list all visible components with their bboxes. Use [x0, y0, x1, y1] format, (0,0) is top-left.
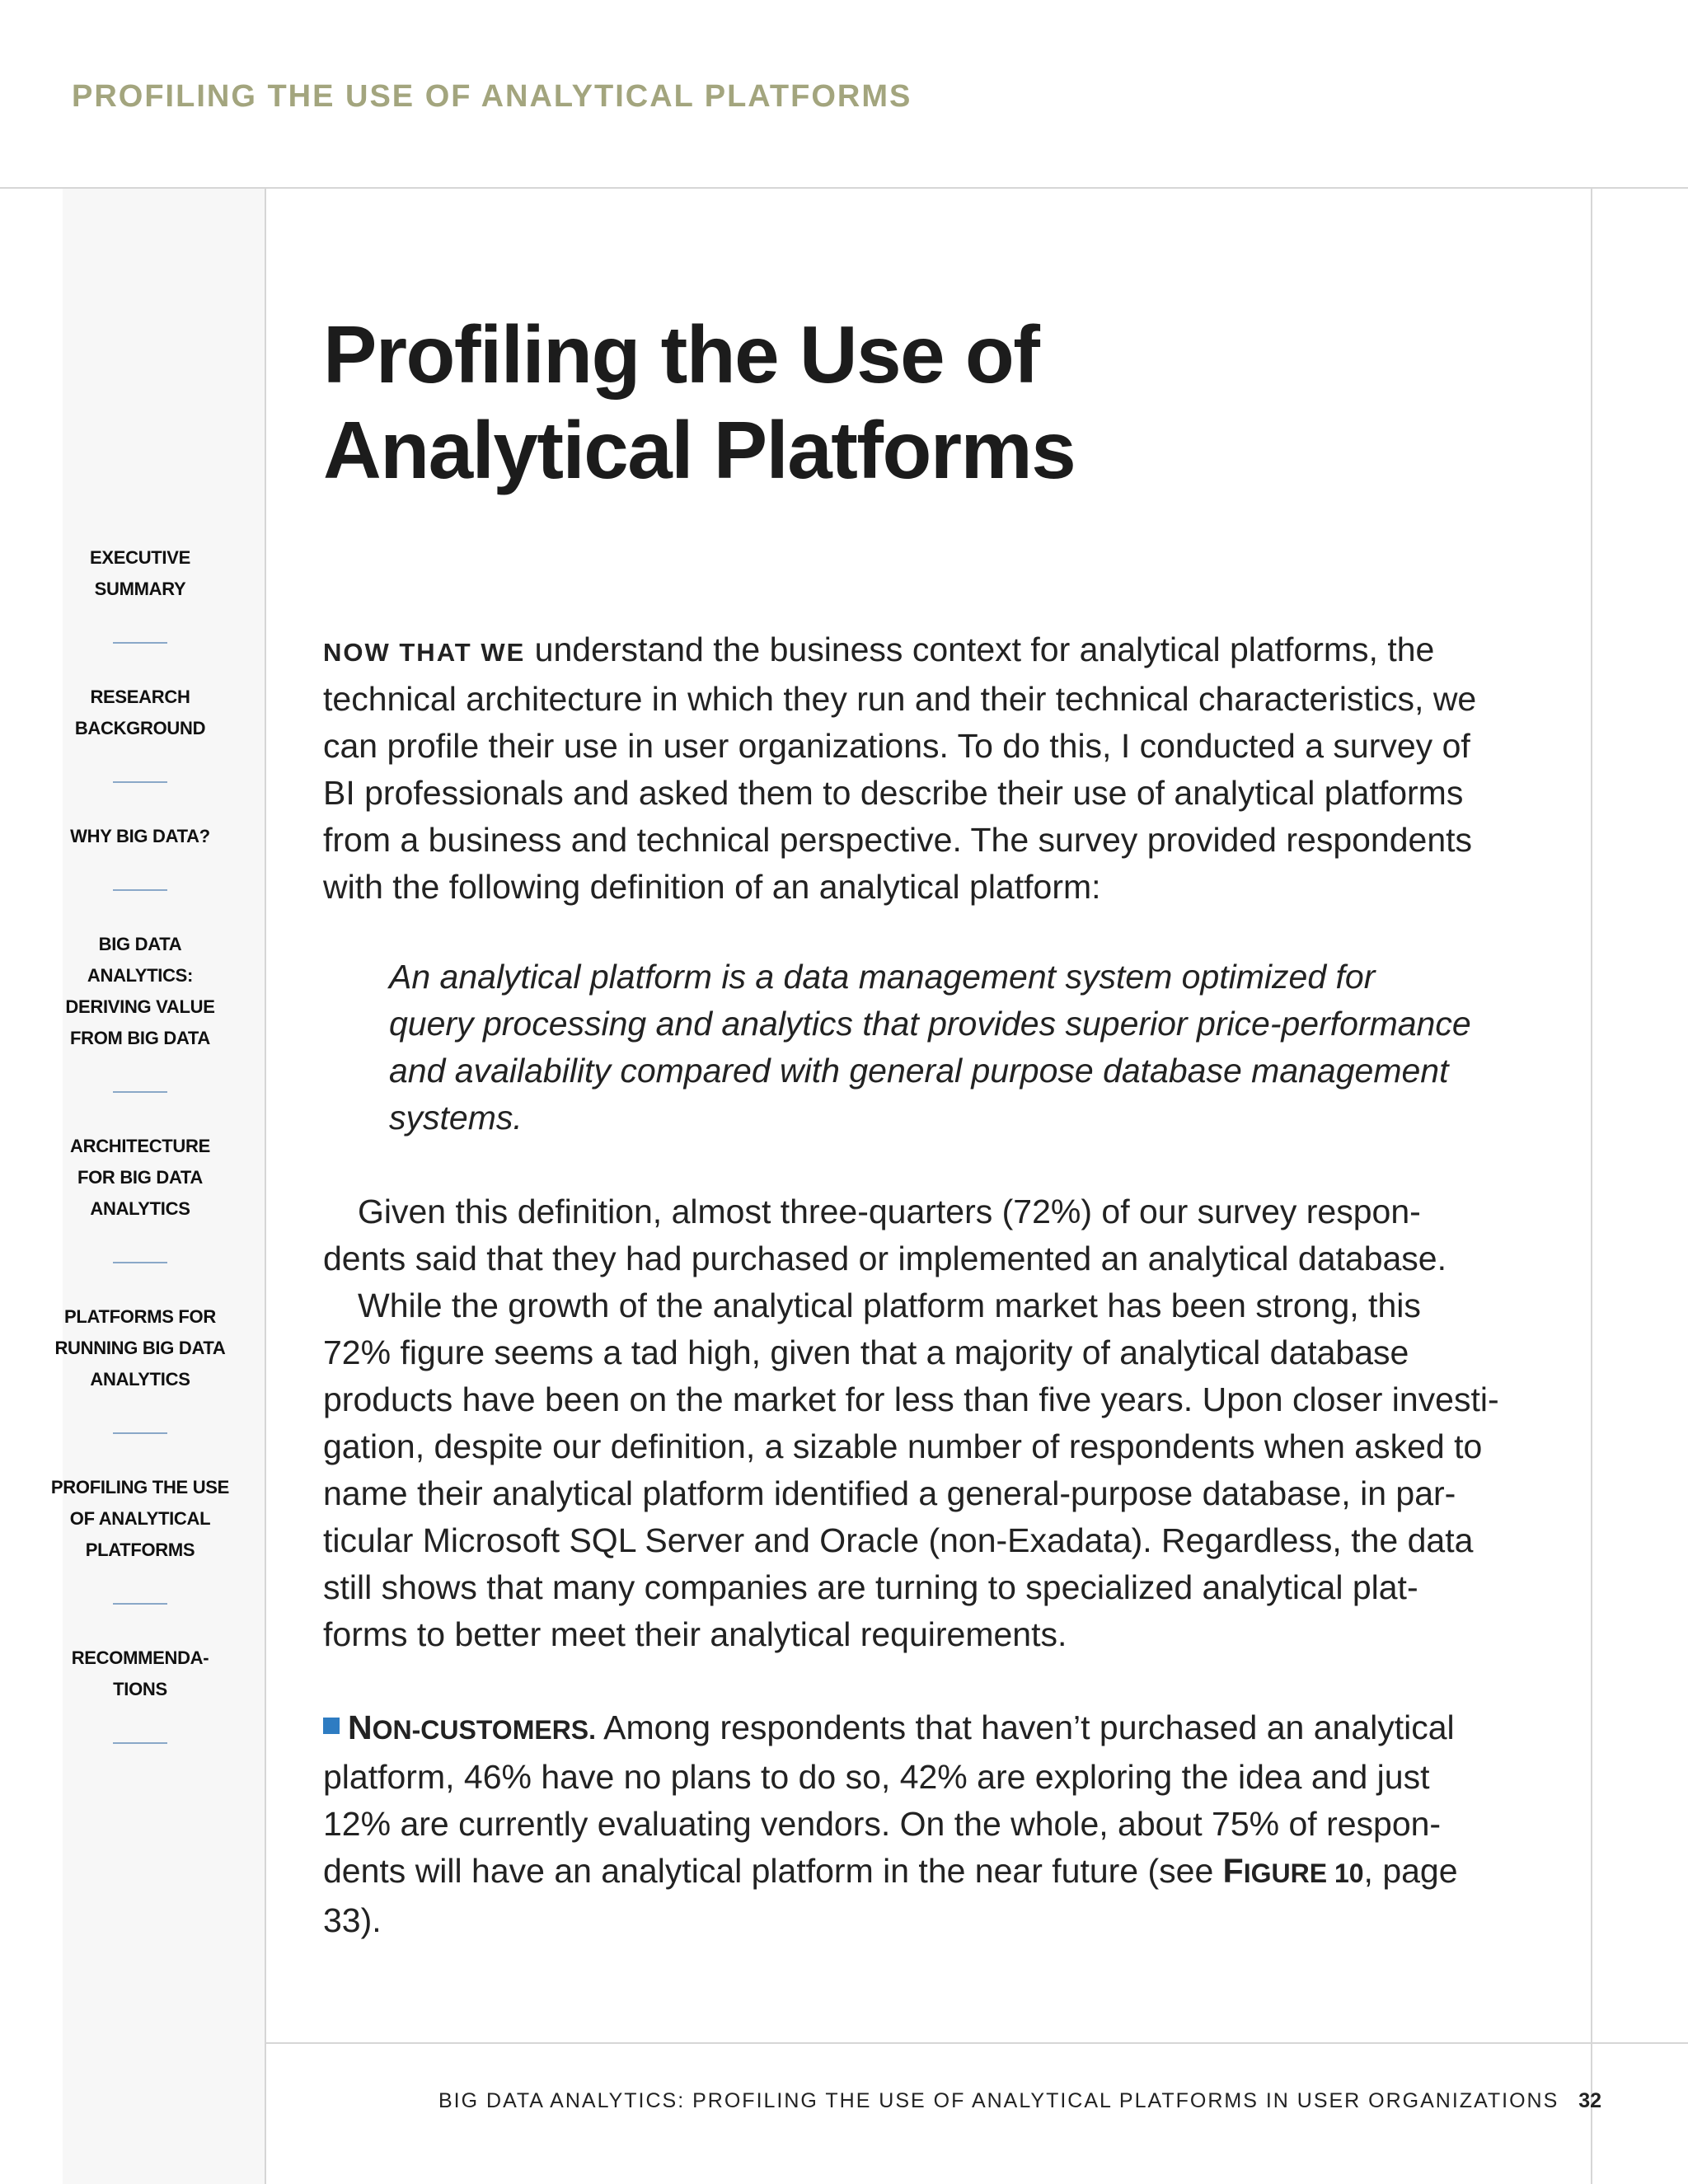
paragraph-line: gation, despite our definition, a sizable number of respondents when asked to — [323, 1427, 1483, 1465]
nav-label-line: ANALYTICS — [90, 1198, 190, 1219]
intro-line: with the following definition of an analytical platform: — [323, 868, 1101, 906]
figref-rest: IGURE 10 — [1243, 1858, 1364, 1888]
nav-item-why-big-data[interactable] — [49, 821, 231, 852]
intro-line: technical architecture in which they run and their technical characteristics, we — [323, 680, 1477, 718]
nav-label-line: PLATFORMS FOR — [64, 1306, 216, 1327]
footer-divider — [265, 2042, 1688, 2044]
run-in-heading — [348, 1708, 596, 1746]
nav-rule — [113, 889, 167, 891]
nav-label-line: EXECUTIVE — [90, 547, 190, 568]
running-head: PROFILING THE USE OF ANALYTICAL PLATFORMS — [72, 79, 912, 114]
nav-label-line: TIONS — [113, 1679, 167, 1699]
nav-label-line: RESEARCH — [90, 687, 190, 707]
paragraph-text: , page — [1363, 1852, 1458, 1890]
intro-text: understand the business context for analytical platforms, the — [525, 630, 1435, 668]
nav-label-line: FOR BIG DATA — [77, 1167, 203, 1188]
paragraph-line: 33). — [323, 1901, 382, 1939]
nav-item-architecture[interactable] — [49, 1131, 231, 1225]
nav-rule — [113, 1091, 167, 1093]
nav-item-profiling-use[interactable] — [49, 1472, 231, 1566]
nav-label-line: ANALYTICS — [90, 1369, 190, 1390]
nav-item-recommendations[interactable] — [49, 1643, 231, 1705]
definition-quote — [389, 954, 1526, 1141]
nav-label-line: DERIVING VALUE — [65, 996, 215, 1017]
footer-title: BIG DATA ANALYTICS: PROFILING THE USE OF ANALYTICAL PLATFORMS IN USER ORGANIZATIONS — [438, 2089, 1559, 2112]
nav-item-deriving-value[interactable] — [49, 929, 231, 1054]
nav-label-line: RECOMMENDA- — [71, 1647, 209, 1668]
paragraph-line: platform, 46% have no plans to do so, 42% are exploring the idea and just — [323, 1758, 1430, 1796]
sidebar-divider — [265, 189, 266, 2184]
nav-rule — [113, 642, 167, 644]
nav-rule — [113, 1262, 167, 1263]
nav-item-platforms[interactable] — [49, 1301, 231, 1395]
intro-line: from a business and technical perspective. The survey provided respondents — [323, 821, 1473, 859]
nav-label-line: FROM BIG DATA — [69, 1028, 211, 1048]
nav-label-line: BACKGROUND — [74, 718, 206, 738]
paragraph-line: 12% are currently evaluating vendors. On the whole, about 75% of respon- — [323, 1805, 1442, 1843]
nav-label-line: ANALYTICS: — [87, 965, 194, 986]
paragraph-line: Given this definition, almost three-quarters (72%) of our survey respon- — [358, 1193, 1421, 1230]
paragraph-line: still shows that many companies are turning to specialized analytical plat- — [323, 1568, 1418, 1606]
nav-label-line: SUMMARY — [94, 579, 186, 599]
nav-label-line: BIG DATA — [98, 934, 182, 954]
survey-paragraph — [323, 1188, 1499, 1658]
nav-item-research-background[interactable] — [49, 682, 231, 744]
paragraph-text: Among respondents that haven’t purchased an analytical — [596, 1708, 1455, 1746]
quote-line: An analytical platform is a data management system optimized for — [389, 958, 1376, 996]
paragraph-line — [323, 1848, 1458, 1897]
page-number: 32 — [1578, 2089, 1602, 2112]
paragraph-line: ticular Microsoft SQL Server and Oracle (non-Exadata). Regardless, the data — [323, 1521, 1474, 1559]
non-customers-paragraph — [323, 1704, 1458, 1944]
intro-paragraph — [323, 626, 1543, 911]
intro-line — [323, 626, 1543, 676]
run-in-rest: ON-CUSTOMERS. — [372, 1715, 597, 1745]
page-footer — [438, 2089, 1602, 2113]
paragraph-text: dents will have an analytical platform in the near future (see — [323, 1852, 1223, 1890]
figref-cap: F — [1222, 1852, 1244, 1890]
title-line: Analytical Platforms — [323, 405, 1076, 495]
nav-rule — [113, 1432, 167, 1434]
run-in-cap: N — [348, 1708, 373, 1746]
nav-label-line: OF ANALYTICAL — [69, 1508, 211, 1529]
paragraph-line — [323, 1704, 1458, 1754]
nav-rule — [113, 781, 167, 783]
figure-10-link[interactable] — [1223, 1852, 1364, 1890]
bullet-square-icon — [323, 1718, 340, 1734]
quote-line: and availability compared with general purpose database management — [389, 1052, 1449, 1090]
paragraph-line: 72% figure seems a tad high, given that a majority of analytical database — [323, 1333, 1409, 1371]
title-line: Profiling the Use of — [323, 309, 1039, 400]
quote-line: query processing and analytics that provides superior price-performance — [389, 1005, 1471, 1043]
paragraph-line: forms to better meet their analytical requirements. — [323, 1615, 1067, 1653]
nav-label-line: PROFILING THE USE — [50, 1477, 230, 1497]
nav-label-line: ARCHITECTURE — [70, 1136, 210, 1156]
nav-label-line: RUNNING BIG DATA — [54, 1338, 226, 1358]
nav-label-line: PLATFORMS — [85, 1540, 195, 1560]
lead-in: NOW THAT WE — [323, 638, 526, 667]
nav-label-line: WHY BIG DATA? — [70, 826, 210, 846]
paragraph-line: dents said that they had purchased or implemented an analytical database. — [323, 1240, 1447, 1277]
nav-rule — [113, 1742, 167, 1744]
paragraph-line: products have been on the market for less than five years. Upon closer investi- — [323, 1380, 1499, 1418]
paragraph-line: While the growth of the analytical platform market has been strong, this — [358, 1286, 1421, 1324]
nav-item-executive-summary[interactable] — [49, 542, 231, 605]
page-title — [323, 307, 1075, 498]
right-margin-divider — [1591, 189, 1592, 2184]
intro-line: can profile their use in user organizations. To do this, I conducted a survey of — [323, 727, 1470, 765]
nav-rule — [113, 1603, 167, 1605]
intro-line: BI professionals and asked them to describe their use of analytical platforms — [323, 774, 1464, 812]
section-nav — [49, 542, 231, 1744]
quote-line: systems. — [389, 1099, 523, 1137]
paragraph-line: name their analytical platform identified a general-purpose database, in par- — [323, 1474, 1456, 1512]
